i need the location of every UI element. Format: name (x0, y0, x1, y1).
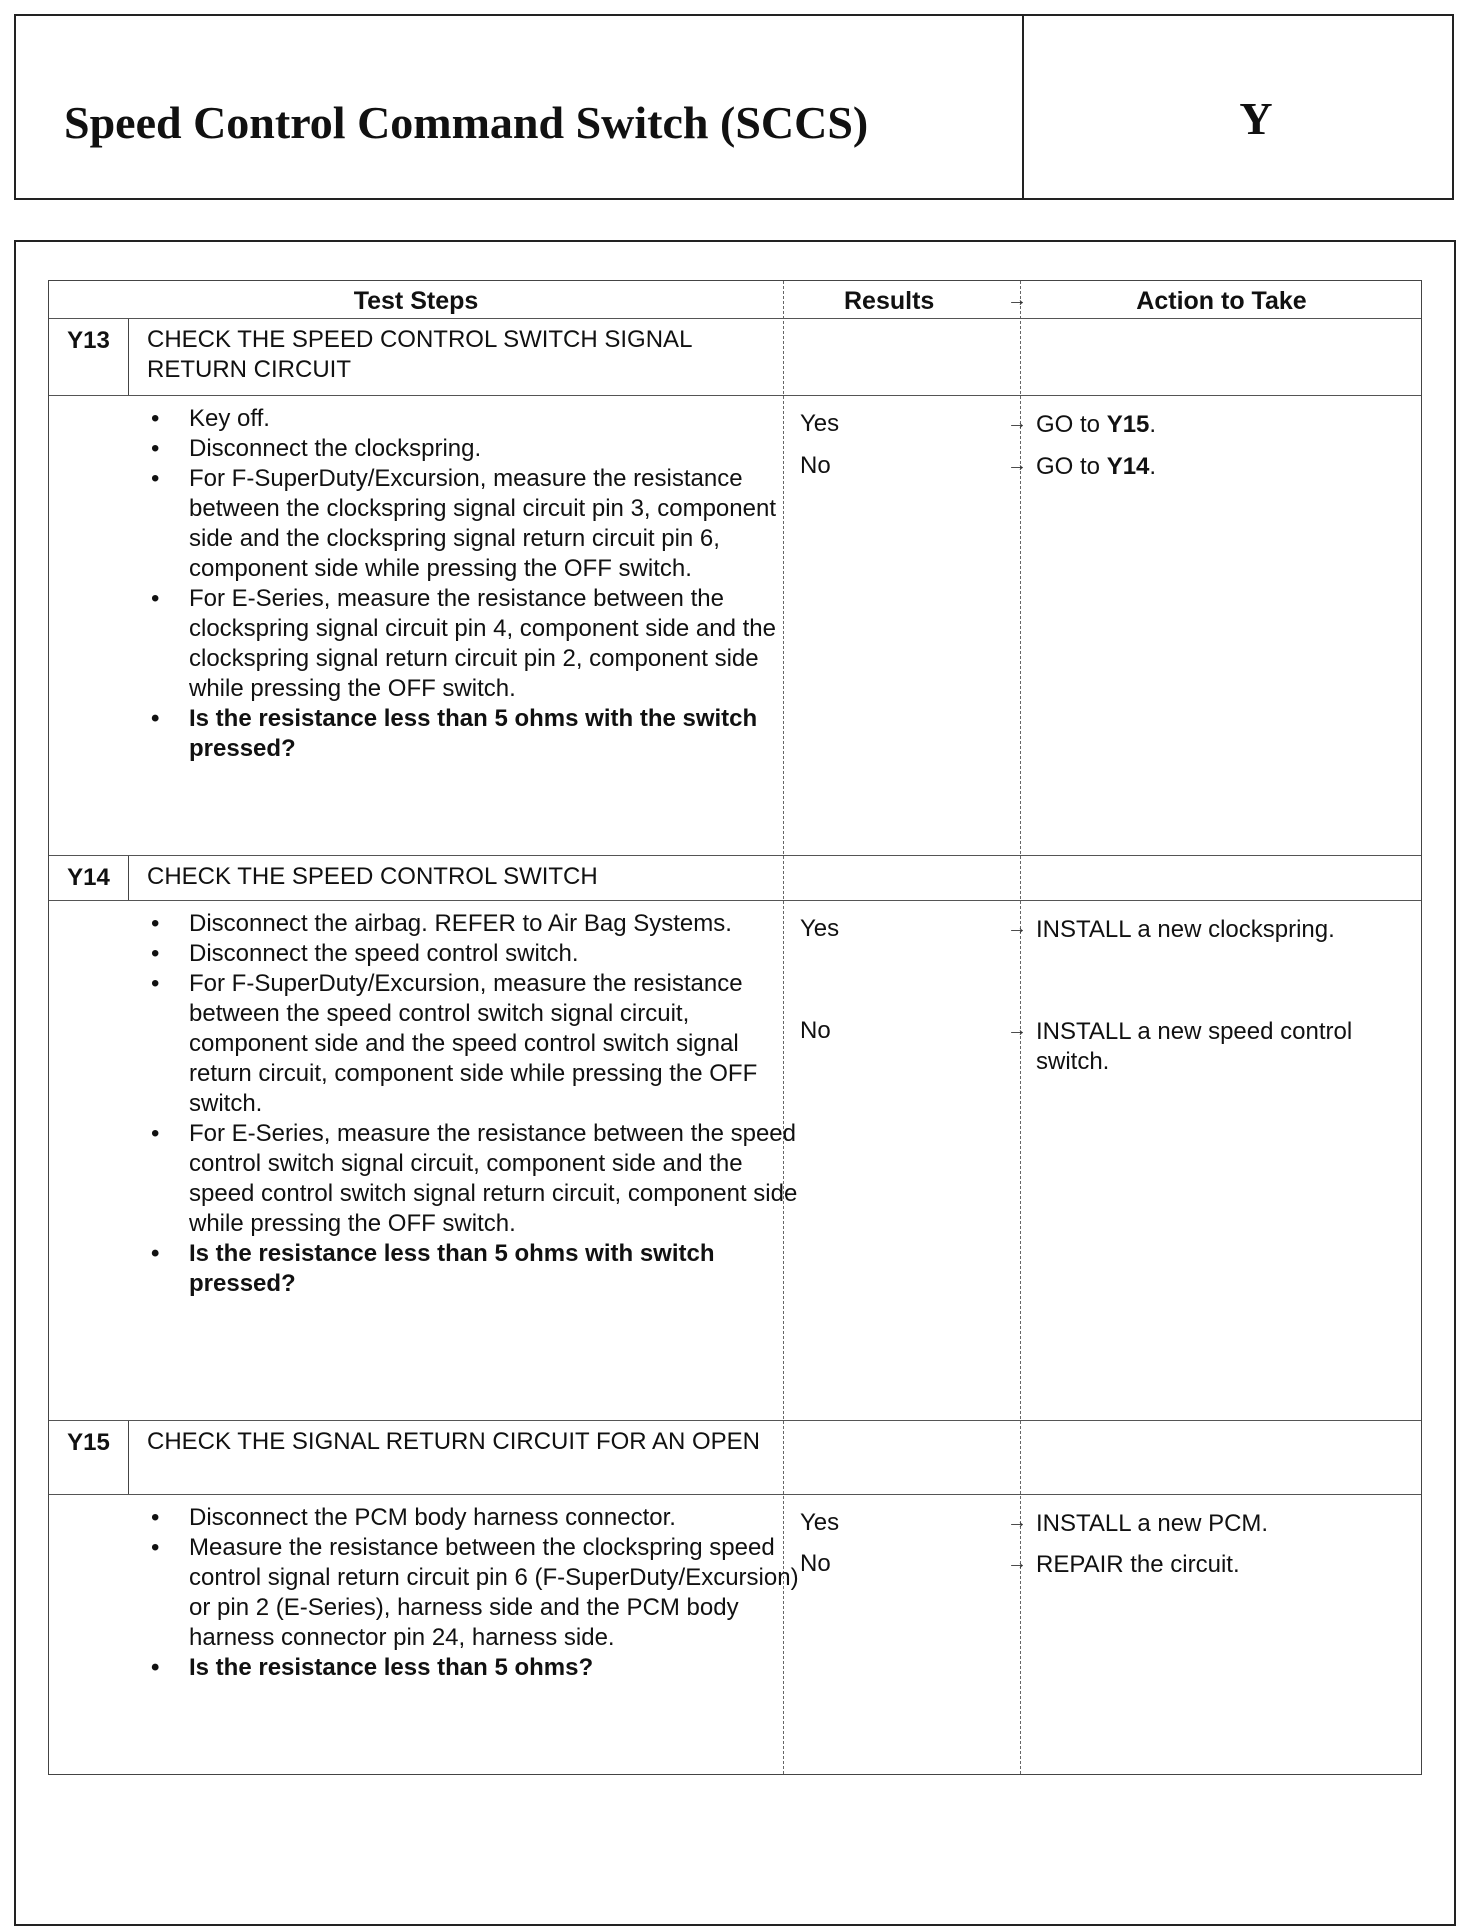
step-bullets (149, 396, 799, 774)
bullet: • Disconnect the clockspring. (189, 434, 799, 464)
arrow-icon: → (1007, 917, 1027, 939)
result-yes: Yes (800, 410, 840, 437)
action (1036, 410, 1416, 440)
step-link[interactable]: Y14 (1106, 453, 1150, 480)
header-results: Results (844, 287, 935, 315)
action (1036, 452, 1416, 482)
step-id: Y15 (49, 1421, 129, 1494)
table-header (49, 281, 1421, 318)
arrow-icon: → (1007, 454, 1027, 476)
action: INSTALL a new clockspring. (1036, 916, 1335, 943)
result-no: No (800, 1017, 831, 1044)
header-test-steps: Test Steps (353, 287, 479, 315)
section-letter: Y (1239, 93, 1273, 144)
bullet: • For E-Series, measure the resistance between the speed control switch signal circuit, component side and the speed control switch signal return circuit, component side while pressing the OFF switch. (189, 1119, 799, 1239)
bullet: • Disconnect the speed control switch. (189, 939, 799, 969)
step-body-row (49, 1494, 1421, 1774)
arrow-icon: → (1007, 1511, 1027, 1533)
result-yes: Yes (800, 1509, 840, 1536)
action-end: . (1149, 411, 1157, 438)
arrow-icon: → (1007, 1552, 1027, 1574)
step-title: CHECK THE SPEED CONTROL SWITCH (147, 863, 598, 890)
action: REPAIR the circuit. (1036, 1551, 1240, 1578)
step-title-row (49, 318, 1421, 395)
bullet: • Disconnect the airbag. REFER to Air Bag Systems. (189, 909, 799, 939)
question: • Is the resistance less than 5 ohms with switch pressed? (189, 1239, 799, 1299)
result-yes: Yes (800, 915, 840, 942)
action: INSTALL a new PCM. (1036, 1510, 1269, 1537)
bullet: • Key off. (189, 404, 799, 434)
action: INSTALL a new speed control switch. (1036, 1018, 1353, 1075)
bullet: • Disconnect the PCM body harness connector. (189, 1503, 799, 1533)
step-title-row (49, 1420, 1421, 1494)
step-title: CHECK THE SPEED CONTROL SWITCH SIGNAL RETURN CIRCUIT (147, 326, 692, 383)
arrow-icon: → (1007, 412, 1027, 434)
step-body-row (49, 395, 1421, 855)
step-bullets (149, 1495, 799, 1693)
question: • Is the resistance less than 5 ohms with the switch pressed? (189, 704, 799, 764)
step-id: Y14 (49, 856, 129, 900)
page-title: Speed Control Command Switch (SCCS) (64, 97, 869, 148)
bullet: • For F-SuperDuty/Excursion, measure the resistance between the speed control switch signal circuit, component side and the speed control switch signal return circuit, component side while pressing the OFF switch. (189, 969, 799, 1119)
arrow-icon: → (1007, 1019, 1027, 1041)
result-no: No (800, 1550, 831, 1577)
bullet: • Measure the resistance between the clockspring speed control signal return circuit pin 6 (F-SuperDuty/Excursion) or pin 2 (E-Series), harness side and the PCM body harness connector pin 24, harness side. (189, 1533, 799, 1653)
header-divider (1022, 16, 1024, 198)
step-link[interactable]: Y15 (1106, 411, 1150, 438)
step-title-row (49, 855, 1421, 900)
test-steps-table (48, 280, 1422, 1775)
step-id: Y13 (49, 319, 129, 395)
bullet: • For F-SuperDuty/Excursion, measure the resistance between the clockspring signal circuit pin 3, component side and the clockspring signal return circuit pin 6, component side while pressing the OFF switch. (189, 464, 799, 584)
action-end: . (1149, 453, 1157, 480)
question: • Is the resistance less than 5 ohms? (189, 1653, 799, 1683)
header-action: Action to Take (1136, 287, 1307, 315)
action-text: GO to (1036, 453, 1101, 480)
step-bullets (149, 901, 799, 1309)
bullet: • For E-Series, measure the resistance between the clockspring signal circuit pin 4, component side and the clockspring signal return circuit pin 2, component side while pressing the OFF switch. (189, 584, 799, 704)
arrow-icon: → (1007, 289, 1027, 311)
result-no: No (800, 452, 831, 479)
step-body-row (49, 900, 1421, 1420)
step-title: CHECK THE SIGNAL RETURN CIRCUIT FOR AN OPEN (147, 1428, 760, 1455)
action-text: GO to (1036, 411, 1101, 438)
page-header (14, 14, 1454, 200)
